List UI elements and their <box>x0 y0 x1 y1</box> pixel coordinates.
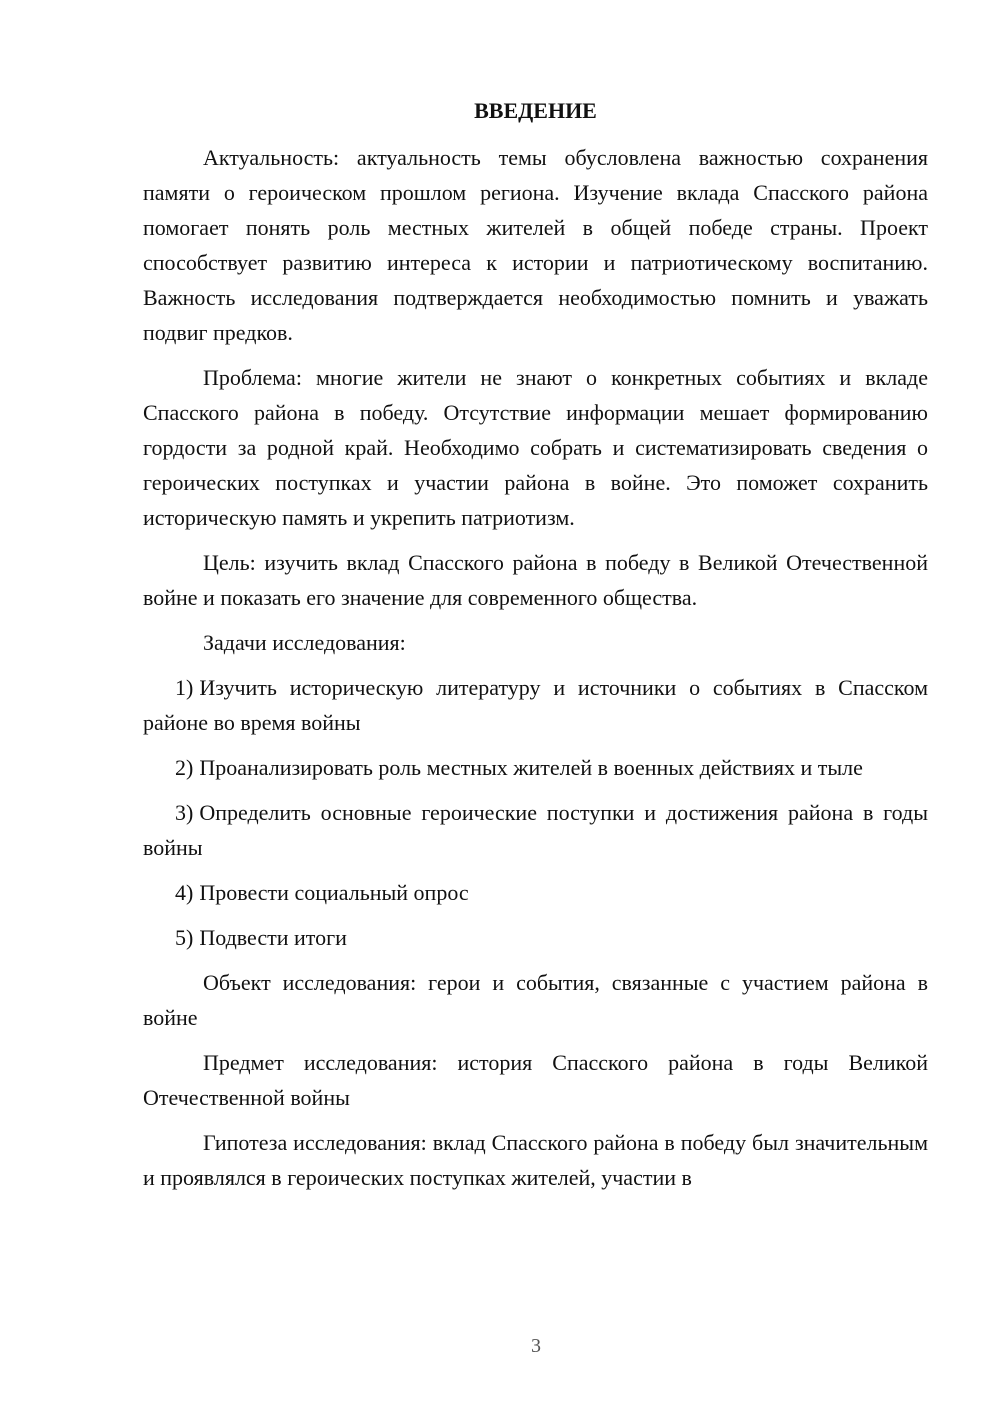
task-number: 3) <box>175 800 194 825</box>
task-number: 5) <box>175 925 194 950</box>
task-text: Определить основные героические поступки и достижения района в годы войны <box>143 800 928 860</box>
section-title: ВВЕДЕНИЕ <box>474 98 597 123</box>
page-number: 3 <box>531 1335 541 1357</box>
task-item-1 <box>143 670 928 740</box>
task-number: 2) <box>175 755 194 780</box>
task-text: Изучить историческую литературу и источники о событиях в Спасском районе во время войны <box>143 675 928 735</box>
paragraph-subject: Предмет исследования: история Спасского района в годы Великой Отечественной войны <box>143 1050 928 1110</box>
task-item-5 <box>143 920 928 955</box>
task-item-4 <box>143 875 928 910</box>
paragraph-goal: Цель: изучить вклад Спасского района в победу в Великой Отечественной войне и показать его значение для современного общества. <box>143 550 928 610</box>
task-number: 4) <box>175 880 194 905</box>
page-content <box>143 96 928 1205</box>
paragraph-hypothesis: Гипотеза исследования: вклад Спасского района в победу был значительным и проявлялся в героических поступках жителей, участии в <box>143 1130 928 1190</box>
task-text: Подвести итоги <box>199 925 347 950</box>
task-text: Провести социальный опрос <box>199 880 469 905</box>
paragraph-tasks-heading: Задачи исследования: <box>203 630 406 655</box>
paragraph-relevance: Актуальность: актуальность темы обусловлена важностью сохранения памяти о героическом прошлом региона. Изучение вклада Спасского района помогает понять роль местных жителей в общей победе страны. Проект способствует развитию интереса к истории и патриотическому воспитанию. Важность исследования подтверждается необходимостью помнить и уважать подвиг предков. <box>143 145 928 345</box>
paragraph-object: Объект исследования: герои и события, связанные с участием района в войне <box>143 970 928 1030</box>
task-number: 1) <box>175 675 194 700</box>
paragraph-problem: Проблема: многие жители не знают о конкретных событиях и вкладе Спасского района в победу. Отсутствие информации мешает формированию гордости за родной край. Необходимо собрать и систематизировать сведения о героических поступках и участии района в войне. Это поможет сохранить историческую память и укрепить патриотизм. <box>143 365 928 530</box>
task-text: Проанализировать роль местных жителей в военных действиях и тыле <box>199 755 863 780</box>
task-item-2 <box>143 750 928 785</box>
task-item-3 <box>143 795 928 865</box>
